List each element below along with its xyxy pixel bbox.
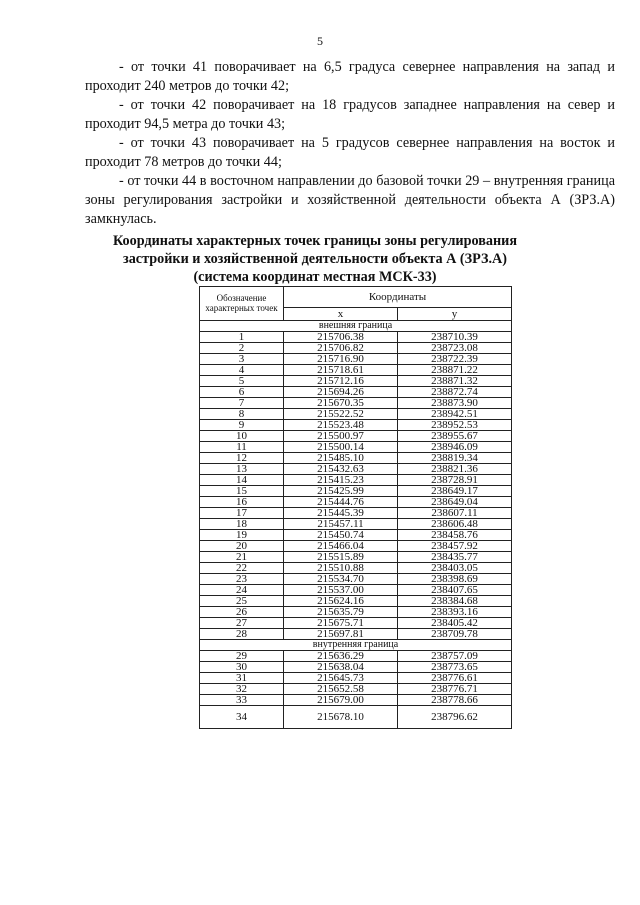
y-coordinate-cell: 238403.05 [398,563,512,574]
table-row [200,486,512,497]
table-row [200,629,512,640]
point-number-cell: 7 [200,398,284,409]
table-title-line: Координаты характерных точек границы зоны регулирования [112,233,518,249]
coordinates-table [199,286,512,729]
y-coordinate-cell: 238776.71 [398,684,512,695]
y-coordinate-cell: 238458.76 [398,530,512,541]
x-coordinate-cell: 215652.58 [284,684,398,695]
paragraph: - от точки 42 поворачивает на 18 градусов западнее направления на север и проходит 94,5 метра до точки 43; [85,97,615,132]
y-coordinate-cell: 238773.65 [398,662,512,673]
header-x: x [284,308,398,321]
point-number-cell: 13 [200,464,284,475]
point-number-cell: 14 [200,475,284,486]
header-y: y [398,308,512,321]
x-coordinate-cell: 215638.04 [284,662,398,673]
page-number: 5 [317,34,323,48]
table-row [200,508,512,519]
y-coordinate-cell: 238384.68 [398,596,512,607]
point-number-cell: 19 [200,530,284,541]
y-coordinate-cell: 238393.16 [398,607,512,618]
y-coordinate-cell: 238819.34 [398,453,512,464]
table-row [200,475,512,486]
y-coordinate-cell: 238435.77 [398,552,512,563]
table-row [200,574,512,585]
point-number-cell: 15 [200,486,284,497]
x-coordinate-cell: 215645.73 [284,673,398,684]
y-coordinate-cell: 238757.09 [398,651,512,662]
x-coordinate-cell: 215523.48 [284,420,398,431]
point-number-cell: 27 [200,618,284,629]
y-coordinate-cell: 238457.92 [398,541,512,552]
table-title [110,232,520,286]
table-row [200,343,512,354]
point-number-cell: 32 [200,684,284,695]
point-number-cell: 1 [200,332,284,343]
point-number-cell: 33 [200,695,284,706]
x-coordinate-cell: 215466.04 [284,541,398,552]
x-coordinate-cell: 215444.76 [284,497,398,508]
table-row [200,662,512,673]
y-coordinate-cell: 238607.11 [398,508,512,519]
header-coordinates: Координаты [284,287,512,308]
table-row [200,552,512,563]
x-coordinate-cell: 215425.99 [284,486,398,497]
x-coordinate-cell: 215515.89 [284,552,398,563]
x-coordinate-cell: 215500.14 [284,442,398,453]
x-coordinate-cell: 215457.11 [284,519,398,530]
point-number-cell: 25 [200,596,284,607]
y-coordinate-cell: 238649.17 [398,486,512,497]
y-coordinate-cell: 238728.91 [398,475,512,486]
table-row [200,464,512,475]
table-row [200,387,512,398]
point-number-cell: 18 [200,519,284,530]
x-coordinate-cell: 215678.10 [284,706,398,729]
table-row [200,706,512,729]
paragraph: - от точки 43 поворачивает на 5 градусов севернее направления на восток и проходит 78 метров до точки 44; [85,135,615,170]
table-row [200,607,512,618]
point-number-cell: 20 [200,541,284,552]
x-coordinate-cell: 215712.16 [284,376,398,387]
x-coordinate-cell: 215706.82 [284,343,398,354]
header-point-designation: Обозначение характерных точек [200,287,284,321]
point-number-cell: 10 [200,431,284,442]
point-number-cell: 9 [200,420,284,431]
x-coordinate-cell: 215445.39 [284,508,398,519]
table-row [200,431,512,442]
boundary-description [85,58,615,229]
table-row [200,332,512,343]
point-number-cell: 23 [200,574,284,585]
point-number-cell: 17 [200,508,284,519]
x-coordinate-cell: 215624.16 [284,596,398,607]
table-row [200,519,512,530]
paragraph: - от точки 41 поворачивает на 6,5 градуса севернее направления на запад и проходит 240 метров до точки 42; [85,59,615,94]
point-number-cell: 11 [200,442,284,453]
point-number-cell: 5 [200,376,284,387]
y-coordinate-cell: 238821.36 [398,464,512,475]
y-coordinate-cell: 238946.09 [398,442,512,453]
x-coordinate-cell: 215450.74 [284,530,398,541]
section-label: внутренняя граница [200,640,512,651]
x-coordinate-cell: 215537.00 [284,585,398,596]
table-row [200,563,512,574]
point-number-cell: 34 [200,706,284,729]
section-header-row [200,640,512,651]
x-coordinate-cell: 215697.81 [284,629,398,640]
x-coordinate-cell: 215694.26 [284,387,398,398]
table-row [200,585,512,596]
y-coordinate-cell: 238710.39 [398,332,512,343]
x-coordinate-cell: 215716.90 [284,354,398,365]
table-row [200,409,512,420]
table-row [200,398,512,409]
point-number-cell: 8 [200,409,284,420]
x-coordinate-cell: 215706.38 [284,332,398,343]
y-coordinate-cell: 238722.39 [398,354,512,365]
table-row [200,530,512,541]
y-coordinate-cell: 238709.78 [398,629,512,640]
y-coordinate-cell: 238796.62 [398,706,512,729]
y-coordinate-cell: 238776.61 [398,673,512,684]
point-number-cell: 4 [200,365,284,376]
x-coordinate-cell: 215635.79 [284,607,398,618]
point-number-cell: 24 [200,585,284,596]
table-row [200,420,512,431]
point-number-cell: 29 [200,651,284,662]
point-number-cell: 28 [200,629,284,640]
table-row [200,354,512,365]
table-title-line: застройки и хозяйственной деятельности объекта А (ЗРЗ.А) [123,251,507,267]
table-row [200,497,512,508]
x-coordinate-cell: 215415.23 [284,475,398,486]
point-number-cell: 30 [200,662,284,673]
x-coordinate-cell: 215679.00 [284,695,398,706]
y-coordinate-cell: 238955.67 [398,431,512,442]
table-row [200,365,512,376]
y-coordinate-cell: 238873.90 [398,398,512,409]
y-coordinate-cell: 238398.69 [398,574,512,585]
paragraph: - от точки 44 в восточном направлении до базовой точки 29 – внутренняя граница зоны регулирования застройки и хозяйственной деятельности объекта А (ЗРЗ.А) замкнулась. [85,173,615,227]
table-row [200,453,512,464]
point-number-cell: 6 [200,387,284,398]
table-row [200,596,512,607]
x-coordinate-cell: 215432.63 [284,464,398,475]
table-row [200,695,512,706]
x-coordinate-cell: 215534.70 [284,574,398,585]
point-number-cell: 21 [200,552,284,563]
table-row [200,376,512,387]
x-coordinate-cell: 215485.10 [284,453,398,464]
x-coordinate-cell: 215522.52 [284,409,398,420]
table-row [200,541,512,552]
point-number-cell: 16 [200,497,284,508]
y-coordinate-cell: 238942.51 [398,409,512,420]
point-number-cell: 22 [200,563,284,574]
table-row [200,651,512,662]
point-number-cell: 31 [200,673,284,684]
x-coordinate-cell: 215500.97 [284,431,398,442]
x-coordinate-cell: 215510.88 [284,563,398,574]
y-coordinate-cell: 238778.66 [398,695,512,706]
x-coordinate-cell: 215718.61 [284,365,398,376]
y-coordinate-cell: 238871.32 [398,376,512,387]
y-coordinate-cell: 238407.65 [398,585,512,596]
y-coordinate-cell: 238872.74 [398,387,512,398]
table-row [200,673,512,684]
point-number-cell: 2 [200,343,284,354]
point-number-cell: 12 [200,453,284,464]
table-row [200,442,512,453]
table-row [200,684,512,695]
table-title-line: (система координат местная МСК-33) [193,269,437,285]
y-coordinate-cell: 238606.48 [398,519,512,530]
x-coordinate-cell: 215636.29 [284,651,398,662]
y-coordinate-cell: 238649.04 [398,497,512,508]
y-coordinate-cell: 238723.08 [398,343,512,354]
x-coordinate-cell: 215675.71 [284,618,398,629]
section-header-row [200,321,512,332]
point-number-cell: 26 [200,607,284,618]
section-label: внешняя граница [200,321,512,332]
y-coordinate-cell: 238952.53 [398,420,512,431]
y-coordinate-cell: 238871.22 [398,365,512,376]
table-row [200,618,512,629]
point-number-cell: 3 [200,354,284,365]
x-coordinate-cell: 215670.35 [284,398,398,409]
y-coordinate-cell: 238405.42 [398,618,512,629]
coordinates-table-body [200,321,512,729]
